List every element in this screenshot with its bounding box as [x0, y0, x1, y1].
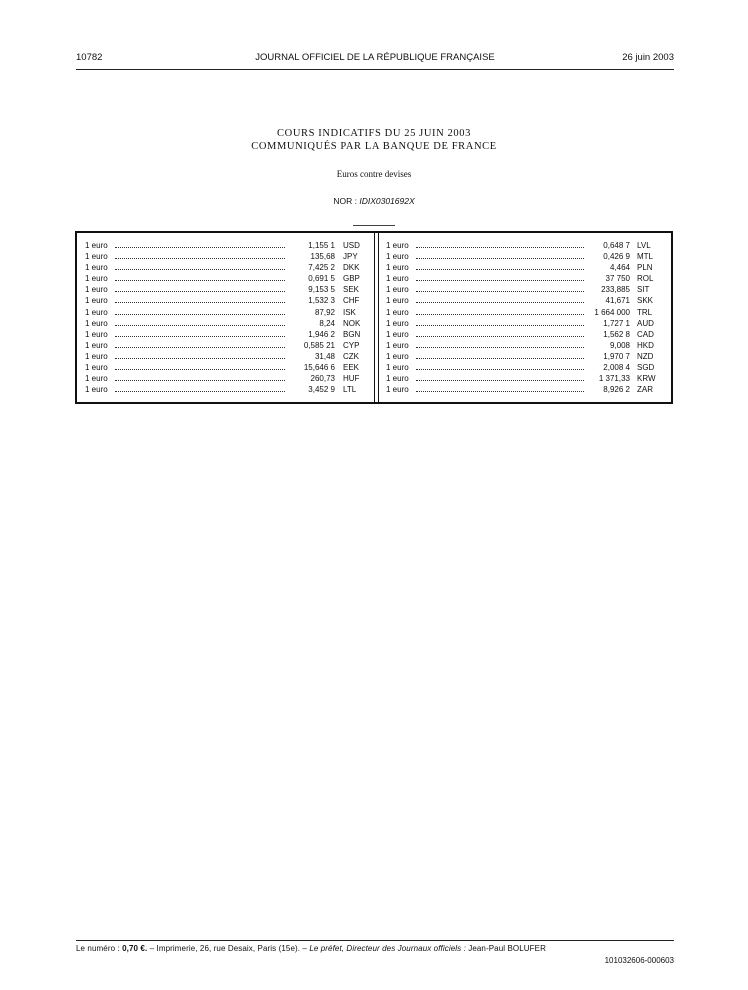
- rate-unit: 1 euro: [85, 241, 108, 250]
- dot-leader: [416, 358, 584, 359]
- nor-label: NOR :: [333, 196, 357, 206]
- price-label: Le numéro :: [76, 944, 120, 953]
- rate-row: [386, 384, 666, 395]
- rate-unit: 1 euro: [386, 285, 409, 295]
- rate-value: 3,452 9: [308, 385, 335, 395]
- rate-row: [386, 284, 666, 295]
- title-line-2: COMMUNIQUÉS PAR LA BANQUE DE FRANCE: [251, 141, 497, 152]
- rate-row: [85, 295, 363, 306]
- currency-code: CHF: [343, 296, 360, 306]
- rate-value: 9,153 5: [308, 285, 335, 295]
- rate-row: [85, 340, 363, 351]
- currency-code: SKK: [637, 296, 654, 306]
- rate-unit: 1 euro: [386, 307, 409, 317]
- rate-value: 7,425 2: [308, 263, 335, 273]
- publication-date: 26 juin 2003: [622, 52, 674, 63]
- rate-unit: 1 euro: [386, 385, 409, 395]
- rate-unit: 1 euro: [85, 318, 108, 328]
- dot-leader: [115, 391, 285, 392]
- rate-unit: 1 euro: [85, 374, 108, 384]
- title-line-1: COURS INDICATIFS DU 25 JUIN 2003: [277, 128, 471, 139]
- rate-value: 4,464: [609, 263, 630, 273]
- dot-leader: [115, 280, 285, 281]
- currency-code: TRL: [637, 307, 653, 317]
- rate-row: [85, 262, 363, 273]
- rate-row: [386, 240, 666, 251]
- rate-unit: 1 euro: [386, 274, 409, 284]
- rate-value: 0,648 7: [603, 241, 630, 250]
- rate-value: 1,562 8: [603, 329, 630, 339]
- rate-value: 0,585 21: [303, 340, 335, 350]
- rate-value: 2,008 4: [603, 363, 630, 373]
- rate-row: [386, 373, 666, 384]
- currency-code: LVL: [637, 241, 651, 250]
- rate-row: [85, 240, 363, 251]
- document-code: 101032606-000603: [604, 956, 674, 965]
- dot-leader: [416, 269, 584, 270]
- currency-code: JPY: [343, 252, 358, 262]
- rate-value: 8,926 2: [603, 385, 630, 395]
- rate-value: 233,885: [601, 285, 630, 295]
- rate-unit: 1 euro: [386, 363, 409, 373]
- currency-code: CAD: [637, 329, 654, 339]
- rate-row: [386, 295, 666, 306]
- dot-leader: [115, 325, 285, 326]
- dot-leader: [115, 369, 285, 370]
- currency-code: HKD: [637, 340, 654, 350]
- rate-value: 37 750: [605, 274, 630, 284]
- dot-leader: [416, 325, 584, 326]
- rate-unit: 1 euro: [386, 252, 409, 262]
- rate-unit: 1 euro: [85, 252, 108, 262]
- rate-row: [386, 262, 666, 273]
- rate-row: [85, 329, 363, 340]
- dot-leader: [416, 347, 584, 348]
- currency-code: SEK: [343, 285, 360, 295]
- currency-code: BGN: [343, 329, 361, 339]
- currency-code: AUD: [637, 318, 654, 328]
- price: 0,70 €.: [122, 944, 148, 953]
- rate-value: 1 371,33: [598, 374, 630, 384]
- currency-code: KRW: [637, 374, 656, 384]
- page-footer: [76, 944, 676, 953]
- currency-code: MTL: [637, 252, 653, 262]
- footer-rule: [76, 940, 674, 941]
- nor-value: IDIX0301692X: [359, 196, 415, 206]
- currency-code: CZK: [343, 351, 359, 361]
- rate-value: 1,970 7: [603, 351, 630, 361]
- rate-row: [85, 318, 363, 329]
- dot-leader: [416, 369, 584, 370]
- currency-code: ZAR: [637, 385, 653, 395]
- rate-row: [386, 362, 666, 373]
- journal-title: JOURNAL OFFICIEL DE LA RÉPUBLIQUE FRANÇAISE: [255, 52, 495, 63]
- currency-code: PLN: [637, 263, 653, 273]
- rate-unit: 1 euro: [85, 340, 108, 350]
- rate-row: [386, 251, 666, 262]
- rate-unit: 1 euro: [85, 385, 108, 395]
- director-name: Jean-Paul BOLUFER: [468, 944, 546, 953]
- rate-row: [85, 307, 363, 318]
- rate-unit: 1 euro: [386, 241, 409, 250]
- dot-leader: [115, 314, 285, 315]
- currency-code: SIT: [637, 285, 650, 295]
- rate-row: [85, 273, 363, 284]
- rate-value: 260,73: [310, 374, 335, 384]
- printer-info: – Imprimerie, 26, rue Desaix, Paris (15e). –: [149, 944, 307, 953]
- dot-leader: [416, 247, 584, 248]
- rate-unit: 1 euro: [85, 351, 108, 361]
- currency-code: LTL: [343, 385, 357, 395]
- rates-column-right: [386, 240, 666, 395]
- rate-value: 1,532 3: [308, 296, 335, 306]
- rate-unit: 1 euro: [85, 274, 108, 284]
- dot-leader: [115, 358, 285, 359]
- rate-unit: 1 euro: [85, 285, 108, 295]
- currency-code: NZD: [637, 351, 654, 361]
- rate-value: 135,68: [310, 252, 335, 262]
- currency-code: EEK: [343, 363, 360, 373]
- currency-code: DKK: [343, 263, 360, 273]
- director-label: Le préfet, Directeur des Journaux officiels :: [309, 944, 466, 953]
- dot-leader: [115, 258, 285, 259]
- rate-unit: 1 euro: [85, 263, 108, 273]
- rate-unit: 1 euro: [85, 307, 108, 317]
- rate-value: 0,691 5: [308, 274, 335, 284]
- rate-row: [85, 384, 363, 395]
- rate-value: 31,48: [314, 351, 335, 361]
- rate-row: [386, 340, 666, 351]
- dot-leader: [115, 336, 285, 337]
- currency-code: CYP: [343, 340, 360, 350]
- rate-unit: 1 euro: [85, 363, 108, 373]
- rate-unit: 1 euro: [85, 296, 108, 306]
- rate-row: [386, 318, 666, 329]
- dot-leader: [115, 269, 285, 270]
- dot-leader: [416, 291, 584, 292]
- rate-row: [85, 373, 363, 384]
- rate-unit: 1 euro: [386, 318, 409, 328]
- rate-row: [85, 351, 363, 362]
- currency-code: NOK: [343, 318, 361, 328]
- rate-value: 1,727 1: [603, 318, 630, 328]
- rate-row: [386, 273, 666, 284]
- rate-value: 41,671: [605, 296, 630, 306]
- rate-value: 87,92: [314, 307, 335, 317]
- rate-unit: 1 euro: [386, 296, 409, 306]
- currency-code: ROL: [637, 274, 654, 284]
- dot-leader: [115, 247, 285, 248]
- dot-leader: [115, 291, 285, 292]
- rates-column-left: [85, 240, 363, 395]
- rate-row: [386, 329, 666, 340]
- currency-code: GBP: [343, 274, 360, 284]
- dot-leader: [416, 380, 584, 381]
- exchange-rates-table: [75, 231, 673, 404]
- column-divider: [374, 233, 379, 402]
- rate-row: [85, 251, 363, 262]
- rate-value: 0,426 9: [603, 252, 630, 262]
- dot-leader: [115, 302, 285, 303]
- dot-leader: [416, 258, 584, 259]
- rate-row: [386, 307, 666, 318]
- rate-value: 9,008: [609, 340, 630, 350]
- page-number: 10782: [76, 52, 103, 63]
- rate-value: 1,155 1: [308, 241, 335, 250]
- currency-code: SGD: [637, 363, 655, 373]
- dot-leader: [115, 347, 285, 348]
- rate-value: 8,24: [319, 318, 335, 328]
- dot-leader: [416, 302, 584, 303]
- separator-rule: [353, 225, 395, 226]
- rate-unit: 1 euro: [386, 263, 409, 273]
- rate-row: [85, 362, 363, 373]
- rate-unit: 1 euro: [386, 351, 409, 361]
- page-header: [76, 52, 674, 66]
- rate-unit: 1 euro: [85, 329, 108, 339]
- rate-value: 1,946 2: [308, 329, 335, 339]
- rate-value: 15,646 6: [303, 363, 335, 373]
- rate-row: [386, 351, 666, 362]
- document-subtitle: Euros contre devises: [336, 169, 412, 179]
- currency-code: ISK: [343, 307, 356, 317]
- dot-leader: [416, 336, 584, 337]
- rate-unit: 1 euro: [386, 340, 409, 350]
- dot-leader: [416, 280, 584, 281]
- currency-code: HUF: [343, 374, 360, 384]
- dot-leader: [115, 380, 285, 381]
- currency-code: USD: [343, 241, 360, 250]
- header-rule: [76, 69, 674, 70]
- rate-value: 1 664 000: [594, 307, 630, 317]
- dot-leader: [416, 391, 584, 392]
- dot-leader: [416, 314, 584, 315]
- document-title: [0, 127, 748, 153]
- nor-reference: [0, 196, 748, 206]
- rate-row: [85, 284, 363, 295]
- rate-unit: 1 euro: [386, 329, 409, 339]
- rate-unit: 1 euro: [386, 374, 409, 384]
